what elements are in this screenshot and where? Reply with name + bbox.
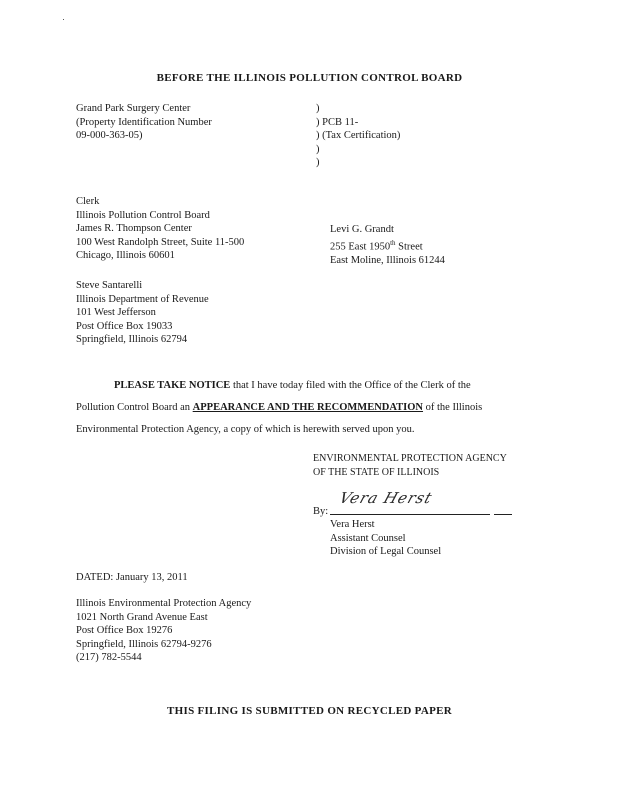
signature-scribble: Vera Herst xyxy=(337,489,436,507)
address-line: Clerk xyxy=(76,196,100,207)
case-caption-left xyxy=(76,102,212,143)
address-line: (217) 782-5544 xyxy=(76,652,142,664)
address-line: Chicago, Illinois 60601 xyxy=(76,250,175,262)
caption-line: 09-000-363-05) xyxy=(76,130,143,142)
address-line: Post Office Box 19276 xyxy=(76,625,173,637)
caption-line: Grand Park Surgery Center xyxy=(76,103,191,114)
caption-line: (Property Identification Number xyxy=(76,116,212,128)
signer-block xyxy=(330,518,441,559)
by-label: By: xyxy=(313,506,329,517)
street-number: 255 East 1950 xyxy=(330,241,391,253)
notice-lead: PLEASE TAKE NOTICE xyxy=(114,380,231,391)
agency-line: OF THE STATE OF ILLINOIS xyxy=(313,466,440,478)
address-line: 1021 North Grand Avenue East xyxy=(76,611,208,623)
address-line: Illinois Pollution Control Board xyxy=(76,209,210,221)
caption-bracket-line: ) xyxy=(316,157,320,169)
notice-document-title: APPEARANCE AND THE RECOMMENDATION xyxy=(192,402,424,413)
signer-division: Division of Legal Counsel xyxy=(330,546,442,558)
agency-block xyxy=(313,452,507,479)
notice-line-2 xyxy=(76,397,482,419)
agency-address xyxy=(76,597,251,665)
address-line: East Moline, Illinois 61244 xyxy=(330,254,445,266)
case-caption-right xyxy=(316,102,400,170)
notice-line-1 xyxy=(76,375,482,397)
service-address-petitioner xyxy=(330,223,445,267)
notice-text: of the Illinois xyxy=(423,402,483,413)
signer-title: Assistant Counsel xyxy=(330,532,406,544)
caption-bracket-line: ) PCB 11- xyxy=(316,116,359,128)
service-address-revenue xyxy=(76,279,209,347)
street-name: Street xyxy=(395,241,423,253)
notice-paragraph xyxy=(76,375,482,441)
address-line: 100 West Randolph Street, Suite 11-500 xyxy=(76,236,245,248)
address-line: Illinois Environmental Protection Agency xyxy=(76,598,252,609)
address-line: Springfield, Illinois 62794-9276 xyxy=(76,638,212,650)
address-line: Post Office Box 19033 xyxy=(76,320,173,332)
signature-line-tail xyxy=(494,514,512,515)
address-line: Steve Santarelli xyxy=(76,280,143,291)
street-suffix: th xyxy=(390,238,396,247)
dated-line: DATED: January 13, 2011 xyxy=(76,572,188,583)
address-line xyxy=(330,237,445,254)
service-address-clerk xyxy=(76,195,244,263)
address-line: Levi G. Grandt xyxy=(330,224,394,235)
address-line: James R. Thompson Center xyxy=(76,223,192,235)
signer-name: Vera Herst xyxy=(330,519,375,530)
caption-bracket-line: ) (Tax Certification) xyxy=(316,130,401,142)
caption-bracket-line: ) xyxy=(316,103,320,114)
notice-line-3: Environmental Protection Agency, a copy of which is herewith served upon you. xyxy=(76,424,415,435)
notice-text: Pollution Control Board an xyxy=(76,402,193,413)
recycled-paper-footer: THIS FILING IS SUBMITTED ON RECYCLED PAPER xyxy=(167,705,452,717)
agency-line: ENVIRONMENTAL PROTECTION AGENCY xyxy=(313,453,507,464)
address-line: 101 West Jefferson xyxy=(76,307,156,319)
notice-text: that I have today filed with the Office of the Clerk of the xyxy=(230,380,471,391)
document-title: BEFORE THE ILLINOIS POLLUTION CONTROL BOARD xyxy=(156,72,463,84)
scan-speck xyxy=(63,19,64,20)
address-line: Illinois Department of Revenue xyxy=(76,293,209,305)
signature-line xyxy=(330,514,490,515)
caption-bracket-line: ) xyxy=(316,143,320,155)
address-line: Springfield, Illinois 62794 xyxy=(76,334,188,346)
